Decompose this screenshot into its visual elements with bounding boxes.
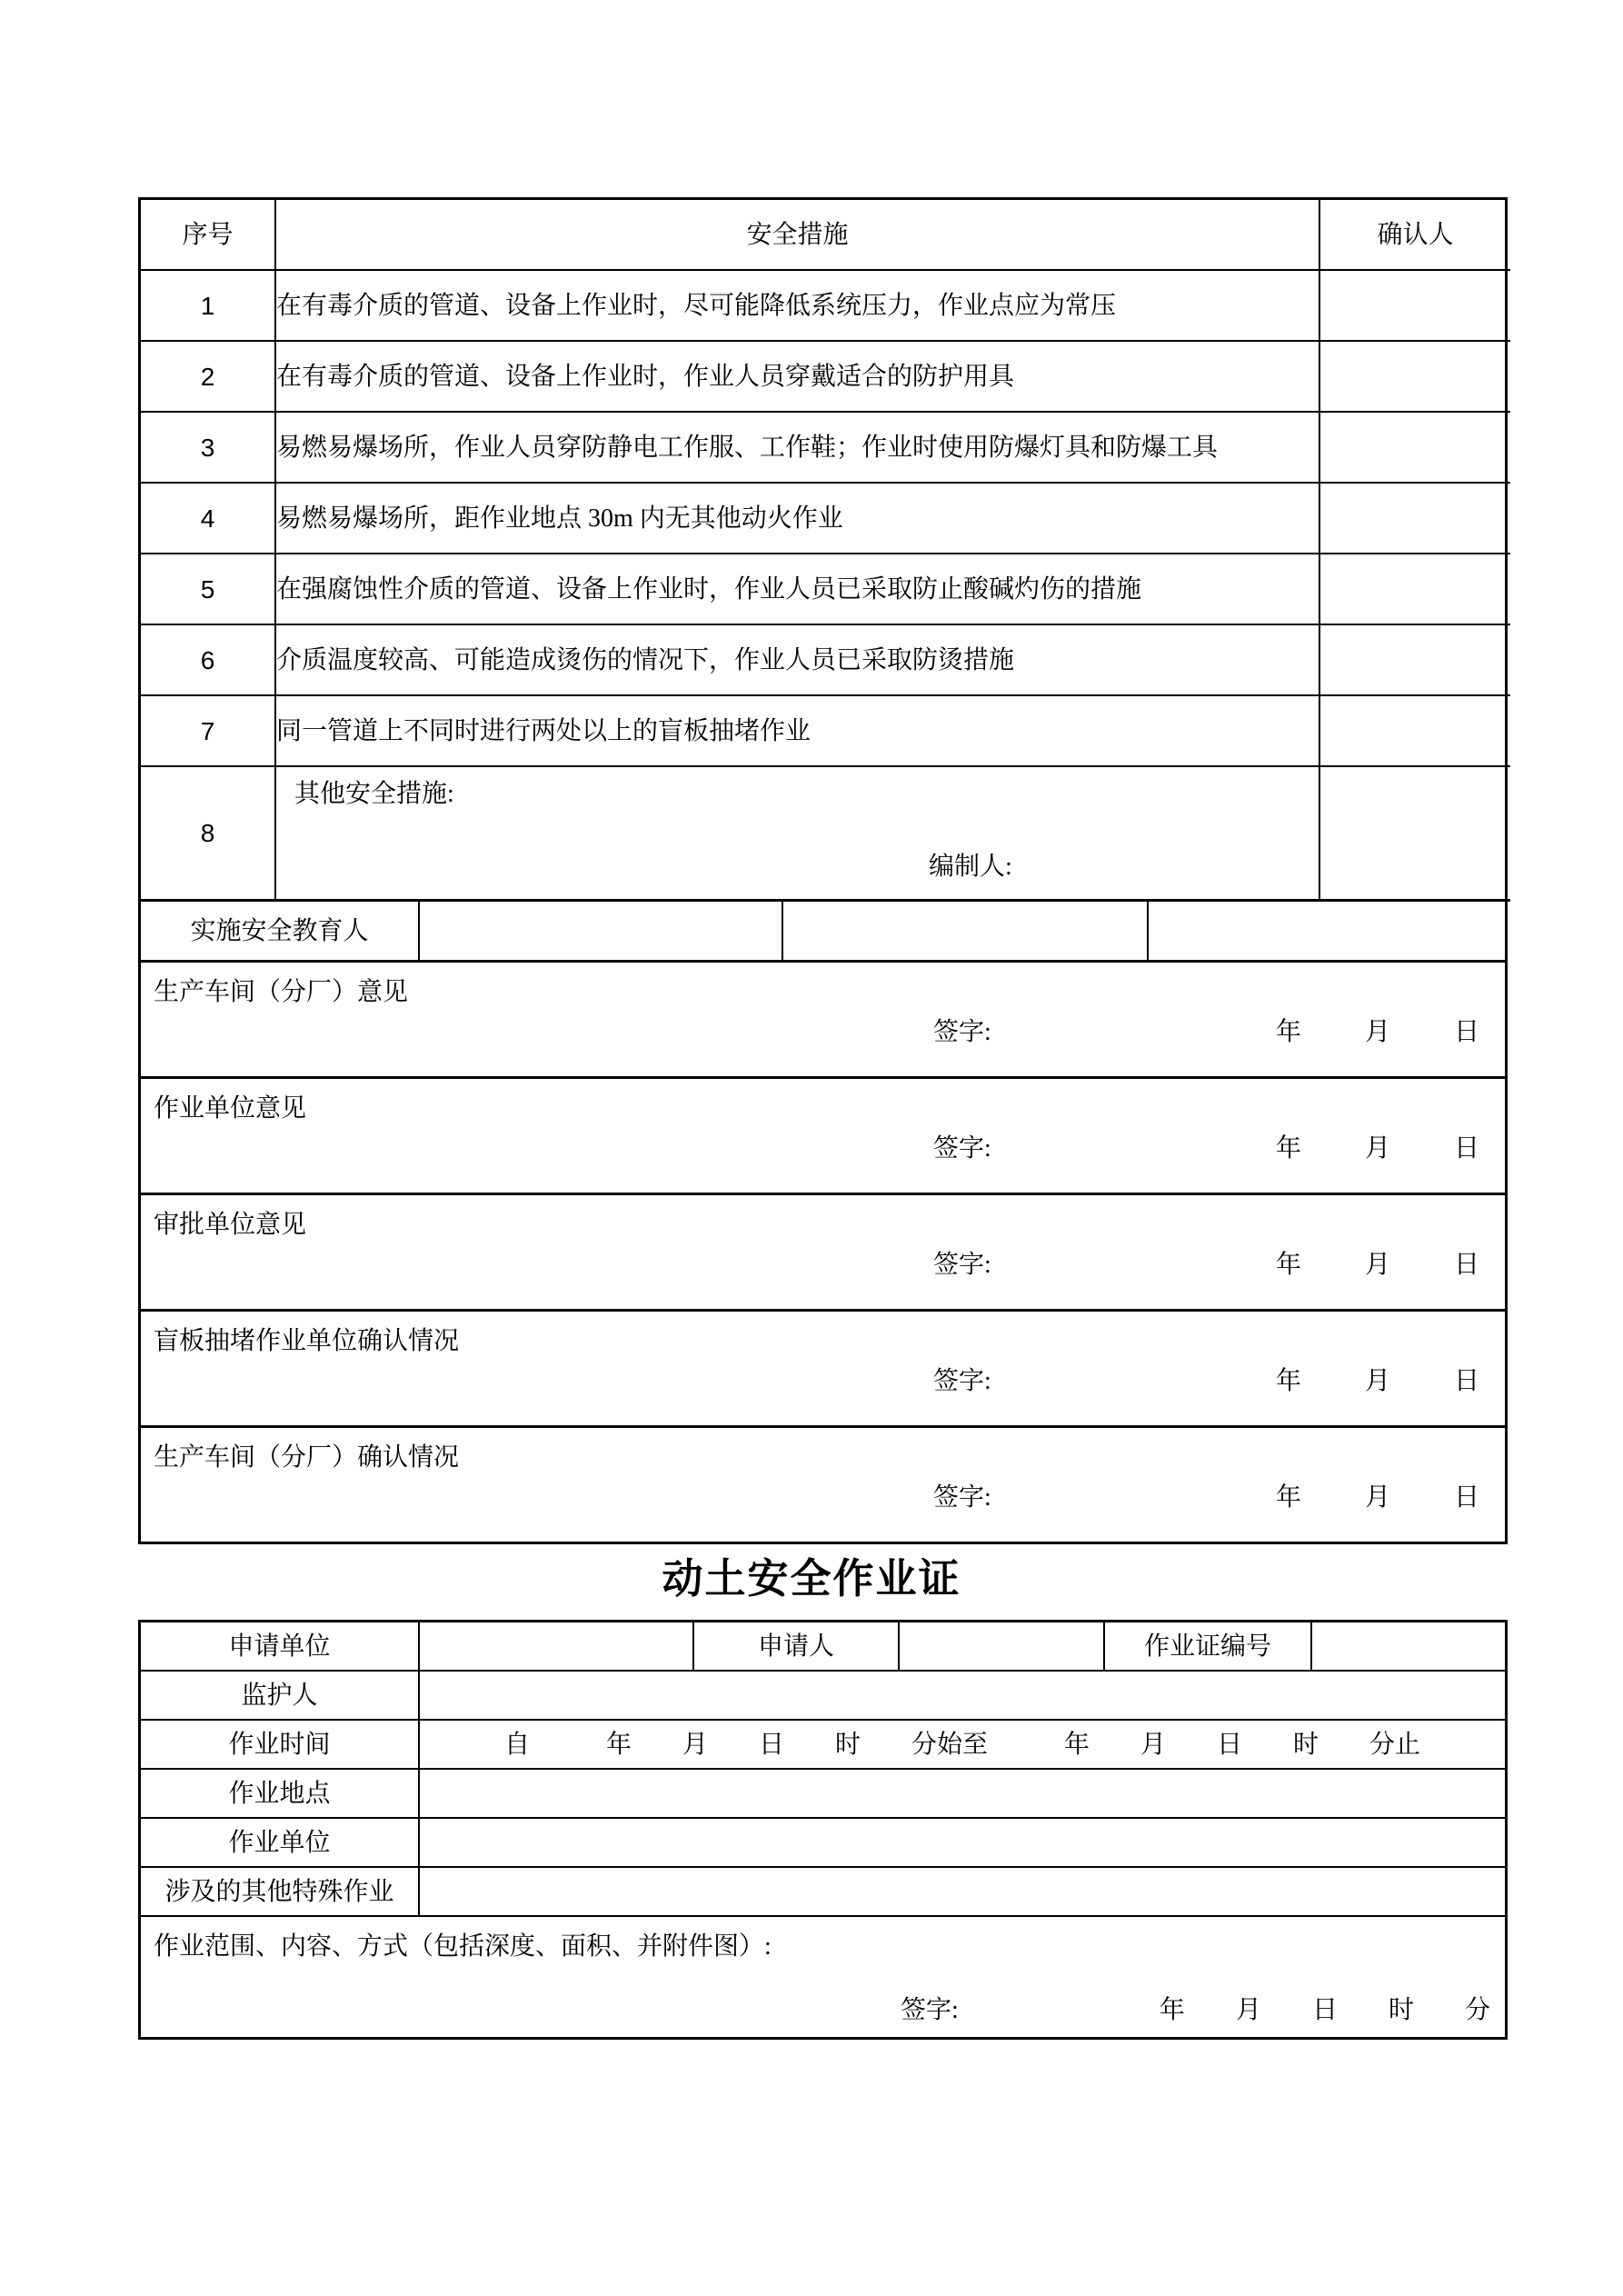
- seq-cell: 6: [141, 624, 275, 695]
- sign-label: 签字:: [933, 1251, 991, 1279]
- page-title: 动土安全作业证: [662, 1555, 961, 1602]
- year-label: 年: [1275, 1251, 1301, 1279]
- opinion-section-approval-unit: [141, 1193, 1505, 1309]
- applicant-unit-label-cell: 申请单位: [141, 1622, 419, 1670]
- year-label: 年: [1275, 1483, 1301, 1512]
- day-label: 日: [1311, 1996, 1338, 2024]
- confirmer-cell: [1319, 766, 1510, 899]
- other-special-work-label-cell: 涉及的其他特殊作业: [141, 1867, 419, 1915]
- date-labels: [1276, 1477, 1479, 1513]
- month-label: 月: [1364, 1018, 1390, 1046]
- confirmer-cell: [1319, 695, 1510, 766]
- work-place-label-cell: 作业地点: [141, 1769, 419, 1817]
- measure-text: 易燃易爆场所，作业人员穿防静电工作服、工作鞋；作业时使用防爆灯具和防爆工具: [275, 412, 1319, 483]
- other-special-work-row: [141, 1866, 1505, 1915]
- safety-educator-label: 实施安全教育人: [141, 901, 419, 961]
- day-label: 日: [1453, 1134, 1479, 1163]
- educator-input-cell: [1148, 901, 1510, 961]
- seq-cell: 4: [141, 483, 275, 554]
- work-unit-row: [141, 1817, 1505, 1866]
- other-measures-row: [141, 766, 1510, 899]
- measure-row: [141, 270, 1510, 341]
- confirmer-cell: [1319, 483, 1510, 554]
- sign-label: 签字:: [933, 1483, 991, 1512]
- hour-label: 时: [1388, 1996, 1414, 2024]
- guardian-value-cell: [419, 1671, 1505, 1719]
- measure-row: [141, 624, 1510, 695]
- date-labels: [1276, 1361, 1479, 1397]
- work-unit-label-cell: 作业单位: [141, 1818, 419, 1866]
- sign-label: 签字:: [901, 1996, 959, 2024]
- work-time-label-cell: 作业时间: [141, 1720, 419, 1768]
- work-scope-label: 作业范围、内容、方式（包括深度、面积、并附件图）:: [154, 1932, 772, 1961]
- measure-text: 在有毒介质的管道、设备上作业时，作业人员穿戴适合的防护用具: [275, 341, 1319, 412]
- sign-line: [141, 1477, 1505, 1510]
- sign-label: 签字:: [933, 1018, 991, 1046]
- measure-row: [141, 483, 1510, 554]
- seq-cell: 5: [141, 554, 275, 624]
- sign-line: [141, 1012, 1505, 1044]
- compiler-label: 编制人:: [929, 853, 1012, 881]
- month-label: 月: [1235, 1996, 1261, 2024]
- opinion-section-production-workshop: [141, 960, 1505, 1076]
- sign-line: [141, 1361, 1505, 1393]
- work-place-row: [141, 1768, 1505, 1817]
- section-label: 审批单位意见: [154, 1211, 307, 1239]
- work-time-row: [141, 1719, 1505, 1768]
- sign-label: 签字:: [933, 1367, 991, 1395]
- day-label: 日: [1453, 1251, 1479, 1279]
- applicant-value-cell: [899, 1622, 1104, 1670]
- opinion-section-work-unit: [141, 1076, 1505, 1193]
- measure-text: 在有毒介质的管道、设备上作业时，尽可能降低系统压力，作业点应为常压: [275, 270, 1319, 341]
- safety-educator-row: [141, 899, 1510, 960]
- safety-measures-table: [138, 197, 1508, 1544]
- measure-row: [141, 412, 1510, 483]
- year-label: 年: [1275, 1134, 1301, 1163]
- month-label: 月: [1364, 1134, 1390, 1163]
- section-label: 生产车间（分厂）确认情况: [154, 1443, 460, 1472]
- permit-header-row: [141, 1622, 1505, 1670]
- measure-row: [141, 341, 1510, 412]
- confirmer-header-cell: 确认人: [1319, 200, 1510, 270]
- confirmer-cell: [1319, 341, 1510, 412]
- measure-row: [141, 695, 1510, 766]
- day-label: 日: [1453, 1483, 1479, 1512]
- applicant-label-cell: 申请人: [693, 1622, 899, 1670]
- other-measures-cell: [275, 766, 1319, 899]
- year-label: 年: [1159, 1996, 1185, 2024]
- other-measures-label: 其他安全措施:: [294, 780, 454, 808]
- day-label: 日: [1453, 1018, 1479, 1046]
- other-special-work-value-cell: [419, 1867, 1505, 1915]
- section-label: 生产车间（分厂）意见: [154, 978, 409, 1006]
- sign-line: [141, 1990, 1505, 2022]
- seq-cell: 2: [141, 341, 275, 412]
- confirmer-cell: [1319, 554, 1510, 624]
- guardian-label-cell: 监护人: [141, 1671, 419, 1719]
- date-labels: [1160, 1990, 1490, 2026]
- seq-cell: 3: [141, 412, 275, 483]
- seq-cell: 7: [141, 695, 275, 766]
- measures-grid: [141, 200, 1510, 899]
- measure-text: 介质温度较高、可能造成烫伤的情况下，作业人员已采取防烫措施: [275, 624, 1319, 695]
- section-blind-plate-unit-confirmation: [141, 1309, 1505, 1425]
- seq-cell: 1: [141, 270, 275, 341]
- work-scope-section: [141, 1915, 1505, 2037]
- permit-no-label-cell: 作业证编号: [1104, 1622, 1311, 1670]
- sign-line: [141, 1128, 1505, 1161]
- permit-table: [138, 1620, 1508, 2040]
- measure-text: 易燃易爆场所，距作业地点 30m 内无其他动火作业: [275, 483, 1319, 554]
- educator-input-cell: [782, 901, 1148, 961]
- minute-label: 分: [1464, 1996, 1490, 2024]
- sign-label: 签字:: [933, 1134, 991, 1163]
- confirmer-cell: [1319, 624, 1510, 695]
- applicant-unit-value-cell: [419, 1622, 693, 1670]
- year-label: 年: [1275, 1018, 1301, 1046]
- educator-input-cell: [419, 901, 782, 961]
- month-label: 月: [1364, 1483, 1390, 1512]
- month-label: 月: [1364, 1367, 1390, 1395]
- measure-text: 在强腐蚀性介质的管道、设备上作业时，作业人员已采取防止酸碱灼伤的措施: [275, 554, 1319, 624]
- confirmer-cell: [1319, 412, 1510, 483]
- date-labels: [1276, 1012, 1479, 1048]
- measure-text: 同一管道上不同时进行两处以上的盲板抽堵作业: [275, 695, 1319, 766]
- measures-header-row: [141, 200, 1510, 270]
- work-time-value-cell: 自 年 月 日 时 分始至 年 月 日 时 分止: [419, 1720, 1505, 1768]
- work-unit-value-cell: [419, 1818, 1505, 1866]
- sign-line: [141, 1244, 1505, 1277]
- seq-header-cell: 序号: [141, 200, 275, 270]
- section-label: 作业单位意见: [154, 1094, 307, 1123]
- section-label: 盲板抽堵作业单位确认情况: [154, 1327, 460, 1355]
- seq-cell: 8: [141, 766, 275, 899]
- section-workshop-confirmation: [141, 1425, 1505, 1542]
- measure-header-cell: 安全措施: [275, 200, 1319, 270]
- confirmer-cell: [1319, 270, 1510, 341]
- guardian-row: [141, 1670, 1505, 1719]
- work-place-value-cell: [419, 1769, 1505, 1817]
- month-label: 月: [1364, 1251, 1390, 1279]
- date-labels: [1276, 1244, 1479, 1281]
- measure-row: [141, 554, 1510, 624]
- year-label: 年: [1275, 1367, 1301, 1395]
- day-label: 日: [1453, 1367, 1479, 1395]
- permit-no-value-cell: [1311, 1622, 1505, 1670]
- date-labels: [1276, 1128, 1479, 1164]
